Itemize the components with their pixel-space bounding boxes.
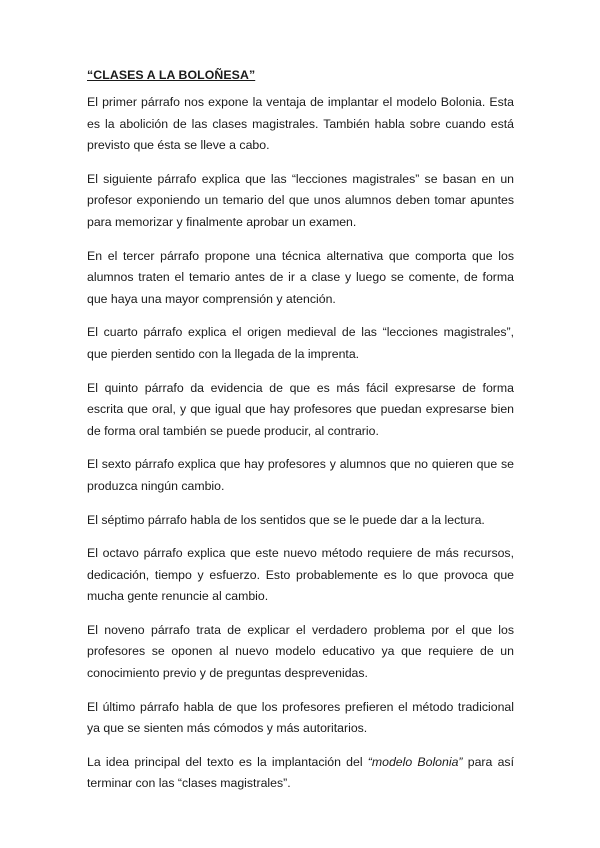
paragraph-10: El último párrafo habla de que los profesores prefieren el método tradicional ya que se sienten más cómodos y más autoritarios. bbox=[87, 699, 514, 736]
paragraph-1: El primer párrafo nos expone la ventaja de implantar el modelo Bolonia. Esta es la abolición de las clases magistrales. También habla sobre cuando está previsto que ésta se lleve a cabo. bbox=[87, 95, 514, 153]
paragraph-9: El noveno párrafo trata de explicar el verdadero problema por el que los profesores se oponen al nuevo modelo educativo ya que requiere de un conocimiento previo y de preguntas desprevenidas. bbox=[87, 622, 514, 681]
paragraph-6: El sexto párrafo explica que hay profesores y alumnos que no quieren que se produzca ningún cambio. bbox=[87, 457, 514, 493]
paragraph-8: El octavo párrafo explica que este nuevo método requiere de más recursos, dedicación, tiempo y esfuerzo. Esto probablemente es lo que provoca que mucha gente renuncie al cambio. bbox=[87, 546, 514, 604]
paragraph-4: El cuarto párrafo explica el origen medieval de las “lecciones magistrales”, que pierden sentido con la llegada de la imprenta. bbox=[87, 325, 514, 361]
paragraph-7: El séptimo párrafo habla de los sentidos que se le puede dar a la lectura. bbox=[87, 512, 485, 527]
conclusion-paragraph bbox=[87, 752, 514, 795]
document-page bbox=[87, 66, 514, 807]
document-title: “CLASES A LA BOLOÑESA” bbox=[87, 68, 256, 82]
paragraph-5: El quinto párrafo da evidencia de que es más fácil expresarse de forma escrita que oral, y que igual que hay profesores que puedan expresarse bien de forma oral también se puede producir, al contrario. bbox=[87, 380, 514, 438]
conclusion-text-before: La idea principal del texto es la implantación del bbox=[87, 754, 368, 769]
paragraph-2: El siguiente párrafo explica que las “lecciones magistrales” se basan en un profesor exponiendo un temario del que unos alumnos deben tomar apuntes para memorizar y finalmente aprobar un examen. bbox=[87, 171, 514, 229]
conclusion-text-after: para así terminar con las “clases magistrales”. bbox=[87, 754, 514, 791]
conclusion-emphasis: “modelo Bolonia” bbox=[367, 754, 463, 769]
paragraph-3: En el tercer párrafo propone una técnica alternativa que comporta que los alumnos traten el temario antes de ir a clase y luego se comente, de forma que haya una mayor comprensión y atención. bbox=[87, 248, 514, 306]
